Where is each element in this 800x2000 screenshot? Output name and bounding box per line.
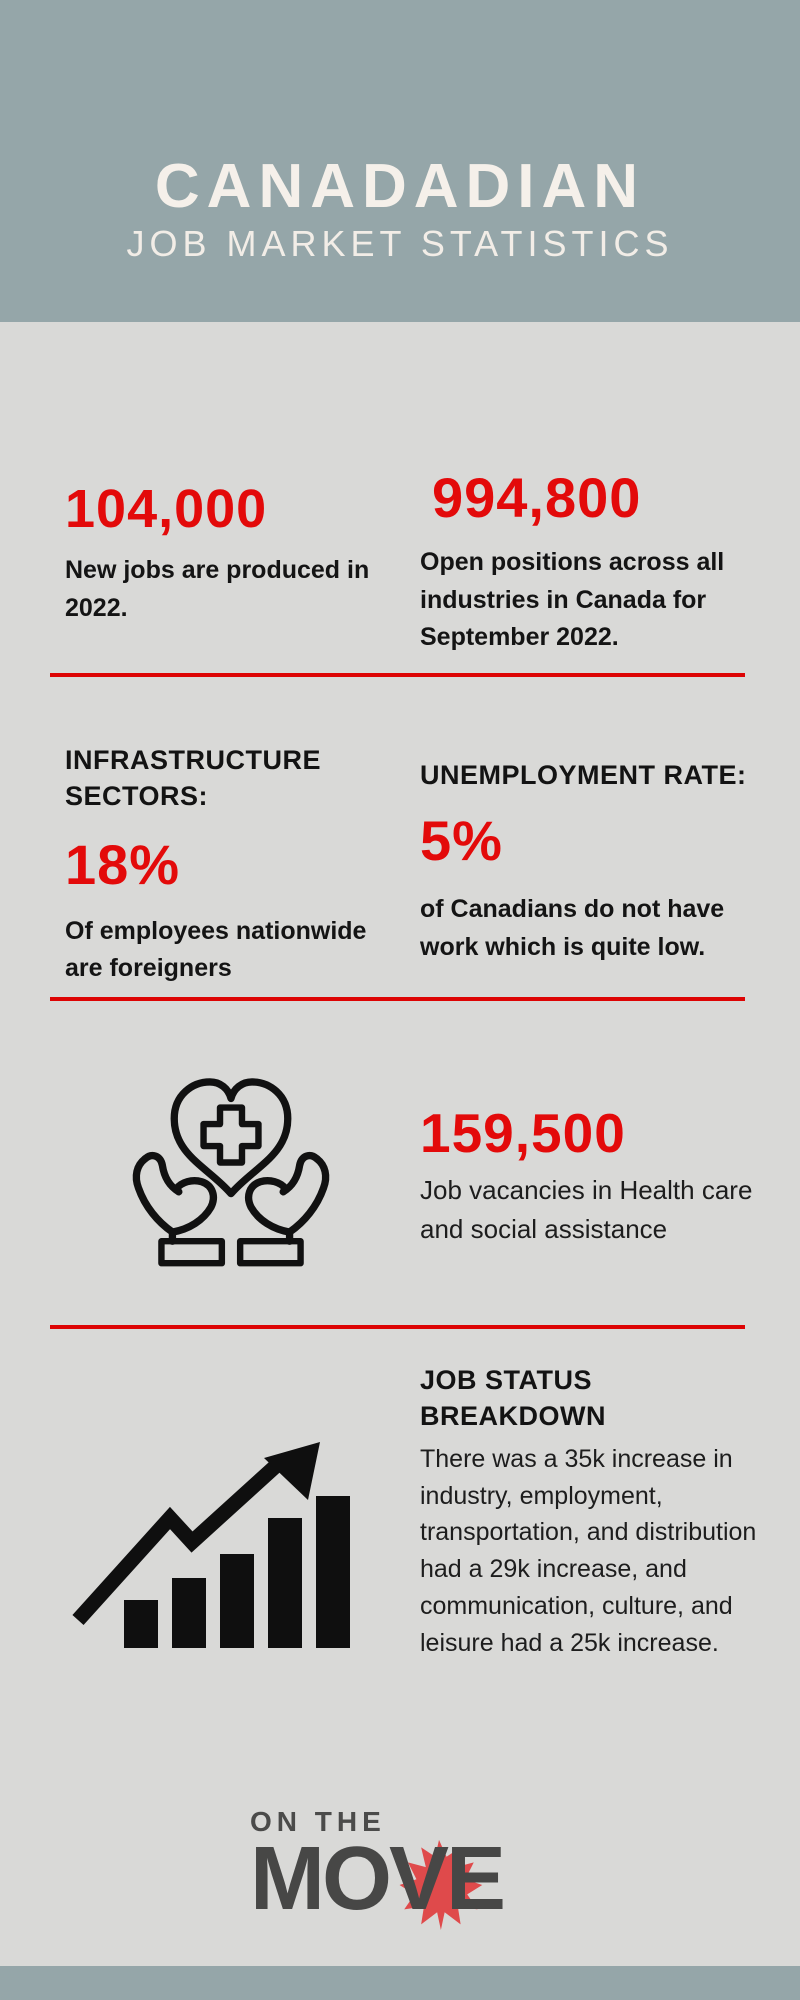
unemployment-heading: UNEMPLOYMENT RATE:	[420, 760, 747, 790]
stat-health-vacancies	[420, 1102, 760, 1249]
divider-line-1	[50, 673, 745, 677]
stat-infrastructure	[65, 742, 395, 988]
heart-in-hands-icon	[112, 1048, 350, 1288]
stat-health-vacancies-description: Job vacancies in Health care and social assistance	[420, 1175, 753, 1244]
stat-new-jobs-desc-rest: jobs are produced in 2022.	[65, 556, 370, 622]
stat-open-positions-description: Open positions across all industries in Canada for September 2022.	[420, 548, 725, 651]
logo-main-text	[250, 1829, 550, 1929]
header-banner	[0, 0, 800, 322]
logo-letter-v: V	[388, 1829, 447, 1929]
stat-unemployment-value: 5%	[420, 809, 503, 873]
page-subtitle: JOB MARKET STATISTICS	[126, 223, 674, 264]
stat-new-jobs-desc-lead: New	[65, 556, 117, 584]
stat-unemployment-description: of Canadians do not have work which is quite low.	[420, 895, 725, 961]
stat-new-jobs-value: 104,000	[65, 479, 268, 539]
bar-chart-growth-icon	[72, 1438, 372, 1653]
divider-line-2	[50, 997, 745, 1001]
stat-open-positions	[420, 466, 755, 657]
stat-unemployment	[420, 757, 765, 966]
logo-top-text: ON THE	[250, 1806, 386, 1837]
footer-band	[0, 1966, 800, 2000]
logo-letters-mo: MO	[250, 1829, 389, 1929]
job-status-heading: JOB STATUS BREAKDOWN	[420, 1365, 606, 1432]
page-title: CANADADIAN	[154, 152, 646, 221]
stat-health-vacancies-value: 159,500	[420, 1102, 626, 1164]
divider-line-3	[50, 1325, 745, 1329]
on-the-move-logo	[250, 1806, 550, 1929]
job-status-description: There was a 35k increase in industry, employment, transportation, and distribution had a 29k increase, and communication, culture, and leisure had a 25k increase.	[420, 1444, 757, 1657]
logo-letter-e: E	[446, 1829, 504, 1929]
stat-infrastructure-value: 18%	[65, 832, 181, 896]
stat-open-positions-value: 994,800	[432, 466, 642, 529]
stat-infrastructure-description: Of employees nationwide are foreigners	[65, 916, 367, 983]
job-status-breakdown	[420, 1362, 768, 1661]
stat-new-jobs	[65, 479, 385, 627]
infrastructure-heading: INFRASTRUCTURE SECTORS:	[65, 745, 321, 812]
stat-new-jobs-description	[65, 552, 385, 627]
